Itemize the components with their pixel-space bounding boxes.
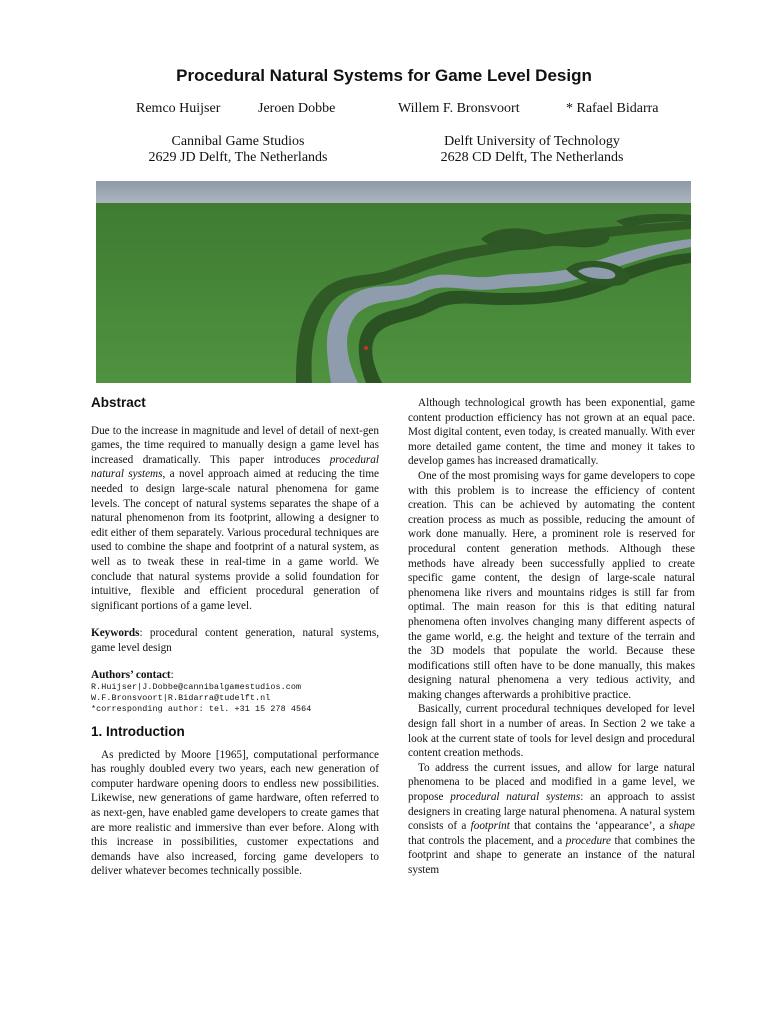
- text-part: that contains the ‘appearance’, a: [509, 820, 669, 833]
- marker: [364, 346, 368, 350]
- author-4: * Rafael Bidarra: [566, 101, 659, 116]
- right-column: [408, 396, 695, 878]
- left-column: [91, 396, 379, 879]
- paragraph: Although technological growth has been exponential, game content production efficiency has not grown at an equal pace. Most digital content, even today, is created manually. With ever more detailed game content, the time and money it takes to develop games has increased dramatically.: [408, 397, 695, 468]
- paragraph: One of the most promising ways for game developers to cope with this problem is to increase the efficiency of content creation. This can be achieved by automating the content creation process as much as possible, reducing the amount of work done manually. Here, a prominent role is reserved for procedural content generation methods. Although these methods have already been successfully applied to create specific game content, the design of large-scale natural phenomena like rivers and mountains ridges is still far from optimal. The main reason for this is that editing natural phenomena often involves changing many different aspects of the game world, e.g. the height and texture of the terrain and the 3D models that populate the world. Because these modifications still often have to be done manually, this makes designing natural phenomena a very tedious activity, and making changes afterwards a prohibitive practice.: [408, 469, 695, 701]
- contact-colon: :: [170, 668, 174, 681]
- affiliation-2: [382, 134, 682, 166]
- text-part: : an approach to assist designers in creating large natural phenomena. A natural system consists of a: [408, 791, 695, 833]
- author-3: Willem F. Bronsvoort: [398, 101, 520, 116]
- abstract-text-part: , a novel approach aimed at reducing the time needed to design large-scale natural phenomena for game levels. The concept of natural systems separates the shape of a natural phenomenon from its footprint, allowing a designer to edit either of them separately. Various procedural techniques are used to combine the shape and footprint of a natural system, as well as to tweak these in real-time in a game world. We conclude that natural systems provide a solid foundation for intuitive, flexible and efficient procedural generation of significant portions of a game level.: [91, 468, 380, 612]
- author-2: Jeroen Dobbe: [258, 101, 336, 116]
- term: footprint: [470, 820, 510, 833]
- author-1: Remco Huijser: [136, 101, 221, 116]
- term: procedure: [565, 834, 611, 847]
- affiliation-name: Cannibal Game Studios: [171, 134, 305, 149]
- sky: [96, 181, 691, 205]
- abstract-term: procedural natural systems: [91, 453, 379, 481]
- keywords-text: : procedural content generation, natural systems, game level design: [91, 627, 379, 654]
- paper-title: Procedural Natural Systems for Game Level Design: [176, 66, 592, 85]
- term: shape: [668, 820, 695, 833]
- abstract-heading: Abstract: [91, 395, 146, 410]
- text-part: that combines the footprint and shape to generate an instance of the natural system: [408, 834, 695, 876]
- abstract-text-part: Due to the increase in magnitude and level of detail of next-gen games, the time required to manually design a game level has increased dramatically. This paper introduces: [91, 424, 379, 466]
- text-part: that controls the placement, and a: [408, 834, 566, 847]
- contact-line: R.Huijser|J.Dobbe@cannibalgamestudios.com: [91, 682, 302, 693]
- paragraph: Basically, current procedural techniques developed for level design fall short in a number of areas. In Section 2 we take a look at the current state of tools for level design and procedural content creation methods.: [408, 703, 695, 760]
- contact-heading: [91, 668, 379, 683]
- affiliation-address: 2628 CD Delft, The Netherlands: [440, 150, 624, 165]
- intro-heading: 1. Introduction: [91, 724, 185, 740]
- keywords-label: Keywords: [91, 627, 140, 640]
- affiliation-1: [88, 134, 388, 166]
- affiliation-address: 2629 JD Delft, The Netherlands: [148, 150, 328, 165]
- keywords: [91, 626, 379, 655]
- intro-text: As predicted by Moore [1965], computational performance has roughly doubled every two years, each new generation of computer hardware opening doors to endless new possibilities. Likewise, new generations of game hardware, often referred to as next-gen, have enabled game developers to create games that are more realistic and immersive than ever before. Along with this increase in possibilities, customer expectations and demands have also increased, forcing game developers to deliver whatever becomes technically possible.: [91, 748, 379, 878]
- teaser-figure: [96, 181, 691, 383]
- affiliation-name: Delft University of Technology: [444, 134, 620, 149]
- paragraph: [408, 761, 695, 878]
- term: procedural natural systems: [450, 791, 581, 804]
- contact-label: Authors’ contact: [91, 668, 171, 681]
- contact-line: W.F.Bronsvoort|R.Bidarra@tudelft.nl: [91, 693, 271, 704]
- contact-line: *corresponding author: tel. +31 15 278 4564: [91, 704, 312, 715]
- text-part: To address the current issues, and allow for large natural phenomena to be placed and modified in a game level, we propose: [408, 761, 695, 804]
- abstract-text: [91, 424, 379, 614]
